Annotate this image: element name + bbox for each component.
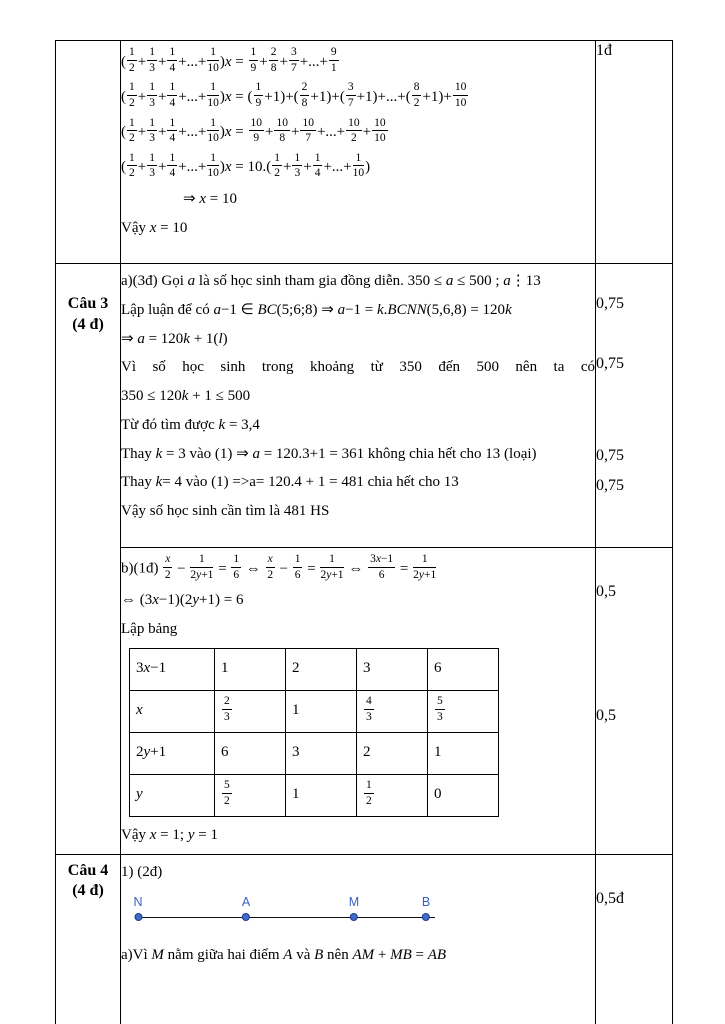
value-cell: 2y+1 [130,732,215,774]
formula-line: ( $\frac{1}{2}$ + $\frac{1}{3}$ + $\frac{1}{4}$ +...+ $\frac{1}{10}$ )x = 10.( $\frac{1}{2}$ + $\frac{1}{3}$ + $\frac{1}{4}$ +...+ $\frac{1}{10}$ ) [121,151,371,180]
diagram-point-n [133,895,142,921]
value-table-row [130,774,499,816]
answer-key-table [55,40,673,1024]
value-cell: 1 [286,690,357,732]
value-cell: $\frac{4}{3}$ [357,690,428,732]
points-value: 0,5 [596,707,616,724]
diagram-point-b [422,895,430,921]
solution-cell [121,41,596,264]
table-row [56,548,673,855]
question-label-cell-cau4 [56,854,121,1024]
value-cell: 3 [286,732,357,774]
point-label: A [241,895,251,910]
value-cell: 2 [357,732,428,774]
conclusion-line: Vậy x = 1; y = 1 [121,826,218,843]
solution-cell [121,264,596,548]
formula-line: ( $\frac{1}{2}$ + $\frac{1}{3}$ + $\frac{1}{4}$ +...+ $\frac{1}{10}$ )x = $\frac{1}{9}$ + $\frac{2}{8}$ + $\frac{3}{7}$ +...+ $\frac{9}{1}$ [121,46,337,74]
points-cell [596,548,673,855]
points-cell [596,264,673,548]
value-cell: 1 [215,648,286,690]
value-cell: $\frac{2}{3}$ [215,690,286,732]
value-cell: y [130,774,215,816]
value-cell: 2 [286,648,357,690]
table-row [56,854,673,1024]
value-table-row [130,732,499,774]
point-dot [242,913,250,921]
value-cell: 1 [286,774,357,816]
diagram-point-a [242,895,250,921]
question-points: (4 đ) [72,882,104,900]
solution-line: Từ đó tìm được k = 3,4 [121,416,260,433]
value-cell: 6 [428,648,499,690]
point-label: M [348,895,360,910]
solution-line: Lập bảng [121,621,178,638]
solution-line: 350 ≤ 120k + 1 ≤ 500 [121,388,251,404]
point-dot [134,913,142,921]
solution-line: Lập luận để có a−1 ∈ BC(5;6;8) ⇒ a−1 = k.BCNN(5,6,8) = 120k [121,301,512,318]
points-value: 0,75 [596,477,624,494]
diagram-point-m [349,895,359,921]
question-label-cell-empty [56,41,121,264]
value-cell: 3 [357,648,428,690]
point-dot [350,913,358,921]
value-table-row [130,690,499,732]
solution-line: 1) (2đ) [121,863,163,880]
points-value: 0,75 [596,447,624,464]
points-value: 1đ [596,42,612,59]
conclusion-line: Vậy x = 10 [121,219,188,236]
value-cell: $\frac{5}{2}$ [215,774,286,816]
line-segment-diagram [135,893,435,933]
formula-line: ⇔ (3x−1)(2y+1) = 6 [121,592,244,609]
points-cell [596,854,673,1024]
value-cell: 3x−1 [130,648,215,690]
solution-line: Thay k = 3 vào (1) ⇒ a = 120.3+1 = 361 không chia hết cho 13 (loại) [121,445,537,462]
formula-line: ( $\frac{1}{2}$ + $\frac{1}{3}$ + $\frac{1}{4}$ +...+ $\frac{1}{10}$ )x = ( $\frac{1}{9}$ +1)+( $\frac{2}{8}$ +1)+( $\frac{3}{7}$ +1)+...+( $\frac{8}{2}$ +1)+ $\frac{10}{10}$ [121,81,467,109]
formula-line: ⇒ x = 10 [183,191,237,208]
points-cell [596,41,673,264]
solution-cell [121,854,596,1024]
segment-line [135,917,435,918]
value-cell: x [130,690,215,732]
table-row [56,41,673,264]
conclusion-line: Vậy số học sinh cần tìm là 481 HS [121,503,330,519]
formula-line: b)(1đ) $\frac{x}{2}$ − $\frac{1}{2y+1}$ = $\frac{1}{6}$ ⇔ $\frac{x}{2}$ − $\frac{1}{6}$ = $\frac{1}{2y+1}$ ⇔ $\frac{3x-1}{6}$ = $\frac{1}{2y+1}$ [121,553,437,581]
value-cell: 6 [215,732,286,774]
value-table-row [130,648,499,690]
points-value: 0,5 [596,583,616,600]
solution-line: ⇒ a = 120k + 1(l) [121,330,228,347]
value-cell: $\frac{5}{3}$ [428,690,499,732]
solution-line: Thay k= 4 vào (1) =>a= 120.4 + 1 = 481 chia hết cho 13 [121,474,459,491]
question-label-cell-cau3 [56,264,121,855]
solution-line: Vì số học sinh trong khoảng từ 350 đến 500 nên ta có [121,359,595,376]
points-value: 0,75 [596,355,624,372]
points-value: 0,75 [596,295,624,312]
points-value: 0,5đ [596,889,624,907]
value-cell: $\frac{1}{2}$ [357,774,428,816]
question-points: (4 đ) [72,315,104,333]
point-dot [422,913,430,921]
formula-line: ( $\frac{1}{2}$ + $\frac{1}{3}$ + $\frac{1}{4}$ +...+ $\frac{1}{10}$ )x = $\frac{10}{9}$ + $\frac{10}{8}$ + $\frac{10}{7}$ +...+ $\frac{10}{2}$ + $\frac{10}{10}$ [121,116,386,145]
solution-line: a)(3đ) Gọi a là số học sinh tham gia đồng diễn. 350 ≤ a ≤ 500 ; a⋮13 [121,273,541,289]
value-cell: 0 [428,774,499,816]
solution-cell [121,548,596,855]
point-label: N [133,895,143,910]
table-row [56,264,673,548]
value-cell: 1 [428,732,499,774]
question-number: Câu 3 [67,295,109,312]
question-number: Câu 4 [67,861,109,879]
value-table [129,648,499,817]
point-label: B [421,895,431,910]
solution-line: a)Vì M nằm giữa hai điểm A và B nên AM + MB = AB [121,947,447,964]
